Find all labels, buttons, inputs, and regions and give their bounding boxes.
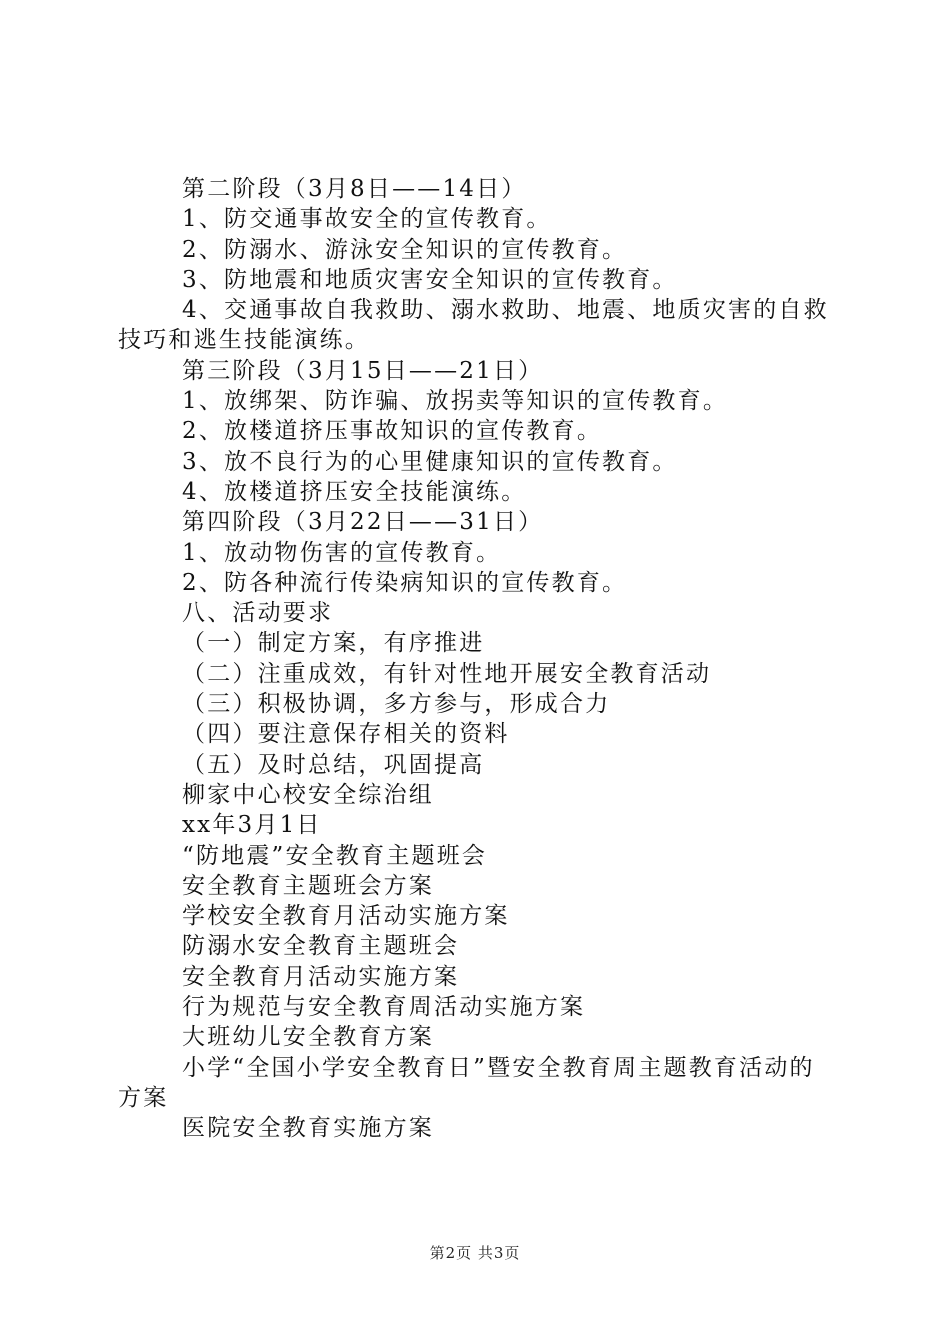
list-item: 3、放不良行为的心里健康知识的宣传教育。 — [182, 448, 678, 475]
section-heading-requirements: 八、活动要求 — [182, 600, 334, 627]
list-item: （四）要注意保存相关的资料 — [182, 721, 510, 748]
list-item: 2、防溺水、游泳安全知识的宣传教育。 — [182, 236, 628, 263]
list-item: 2、防各种流行传染病知识的宣传教育。 — [182, 569, 628, 596]
document-body — [118, 174, 832, 1144]
related-title: 医院安全教育实施方案 — [182, 1115, 434, 1142]
list-item: （二）注重成效，有针对性地开展安全教育活动 — [182, 660, 712, 687]
related-title: 行为规范与安全教育周活动实施方案 — [182, 994, 586, 1021]
list-item: 1、防交通事故安全的宣传教育。 — [182, 206, 552, 233]
list-item: 1、放动物伤害的宣传教育。 — [182, 539, 502, 566]
section-heading-stage-2: 第二阶段（3月8日——14日） — [182, 176, 527, 202]
related-title: 小学“全国小学安全教育日”暨安全教育周主题教育活动的方案 — [118, 1054, 815, 1111]
signature-organization: 柳家中心校安全综治组 — [182, 781, 434, 808]
section-heading-stage-3: 第三阶段（3月15日——21日） — [182, 357, 544, 384]
list-item: 4、放楼道挤压安全技能演练。 — [182, 478, 527, 505]
list-item: （五）及时总结，巩固提高 — [182, 751, 485, 778]
related-title: 学校安全教育月活动实施方案 — [182, 903, 510, 930]
list-item: 2、放楼道挤压事故知识的宣传教育。 — [182, 418, 603, 445]
list-item: 3、防地震和地质灾害安全知识的宣传教育。 — [182, 266, 678, 293]
related-title: 安全教育月活动实施方案 — [182, 963, 460, 990]
related-title: 大班幼儿安全教育方案 — [182, 1024, 434, 1051]
related-title: 安全教育主题班会方案 — [182, 872, 434, 899]
list-item: 4、交通事故自我救助、溺水救助、地震、地质灾害的自救技巧和逃生技能演练。 — [118, 297, 829, 354]
list-item: 1、放绑架、防诈骗、放拐卖等知识的宣传教育。 — [182, 388, 729, 415]
list-item: （三）积极协调，多方参与，形成合力 — [182, 691, 611, 718]
related-title: 防溺水安全教育主题班会 — [182, 933, 460, 960]
page-number-footer: 第2页 共3页 — [429, 1244, 521, 1262]
signature-date: xx年3月1日 — [182, 812, 322, 839]
section-heading-stage-4: 第四阶段（3月22日——31日） — [182, 509, 544, 536]
list-item: （一）制定方案，有序推进 — [182, 630, 485, 657]
related-title: “防地震”安全教育主题班会 — [182, 842, 488, 869]
